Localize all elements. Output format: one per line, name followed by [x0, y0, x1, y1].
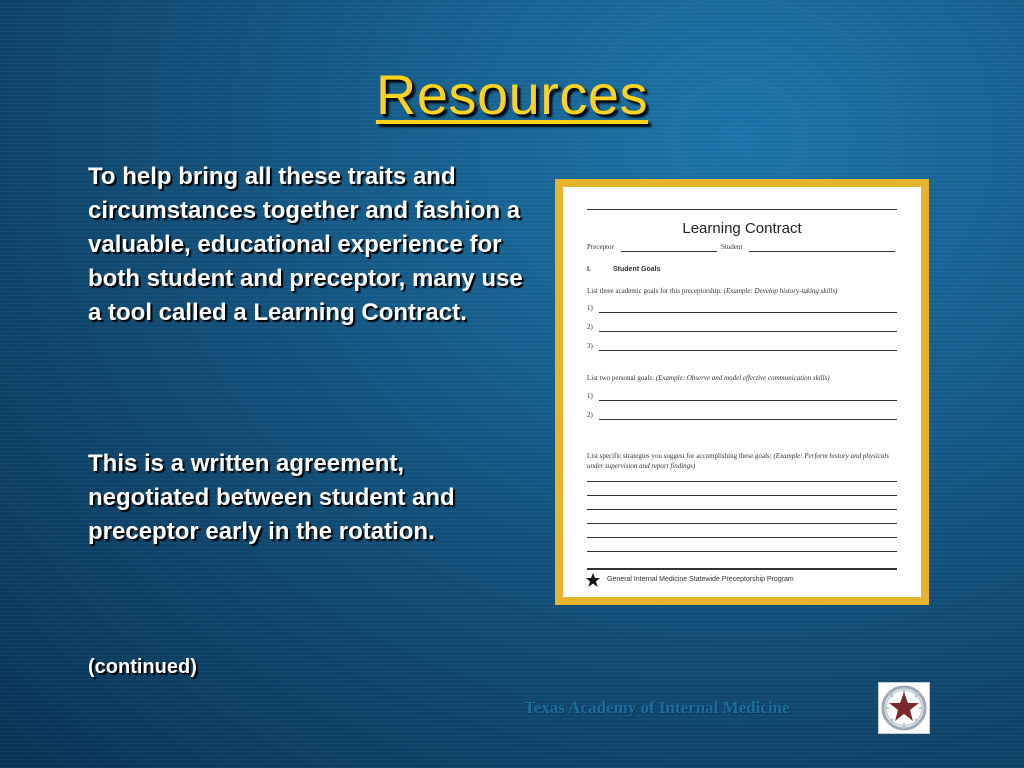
academic-item-1: 1) — [587, 304, 593, 312]
strategy-line-4 — [587, 523, 897, 524]
slide-title: Resources — [375, 63, 649, 126]
personal-line-2 — [599, 419, 897, 420]
continued-text: (continued) — [88, 656, 197, 678]
star-icon — [585, 572, 601, 588]
academic-item-3: 3) — [587, 342, 593, 350]
strategy-line-5 — [587, 537, 897, 538]
academic-item-2: 2) — [587, 323, 593, 331]
personal-line-1 — [599, 400, 897, 401]
strategy-line-2 — [587, 495, 897, 496]
academic-line-1 — [599, 312, 897, 313]
bottom-rule — [587, 568, 897, 570]
student-line — [749, 251, 895, 252]
academic-line-2 — [599, 331, 897, 332]
learning-contract-document — [563, 187, 921, 597]
personal-item-1: 1) — [587, 392, 593, 400]
learning-contract-image — [555, 179, 929, 605]
student-label: Student — [721, 243, 743, 251]
academic-line-3 — [599, 350, 897, 351]
strategies-prompt: List specific strategies you suggest for accomplishing these goals: (Example: Perform history and physicals under supervision and report findings) — [587, 452, 889, 470]
strategy-line-6 — [587, 551, 897, 552]
document-title: Learning Contract — [682, 220, 802, 237]
section-number: I. — [587, 266, 591, 273]
strategy-line-3 — [587, 509, 897, 510]
paragraph-2-text: This is a written agreement, negotiated between student and preceptor early in the rotation. — [88, 450, 455, 545]
program-name: General Internal Medicine Statewide Preceptorship Program — [607, 576, 794, 583]
personal-item-2: 2) — [587, 411, 593, 419]
personal-prompt: List two personal goals: (Example: Observe and model effective communication skills) — [587, 374, 830, 382]
strategy-line-1 — [587, 481, 897, 482]
preceptor-line — [621, 251, 717, 252]
paragraph-1 — [88, 160, 528, 330]
preceptor-label: Preceptor — [587, 243, 614, 251]
continued-note — [88, 650, 528, 684]
footer-organization: Texas Academy of Internal Medicine — [524, 698, 790, 717]
star-seal-icon — [879, 683, 929, 733]
top-rule — [587, 209, 897, 210]
organization-logo — [878, 682, 930, 734]
paragraph-2 — [88, 447, 528, 549]
section-title: Student Goals — [613, 266, 661, 273]
academic-prompt: List three academic goals for this preceptorship: (Example: Develop history-taking skills) — [587, 287, 838, 295]
paragraph-1-text: To help bring all these traits and circumstances together and fashion a valuable, educational experience for both student and preceptor, many use a tool called a Learning Contract. — [88, 163, 523, 326]
